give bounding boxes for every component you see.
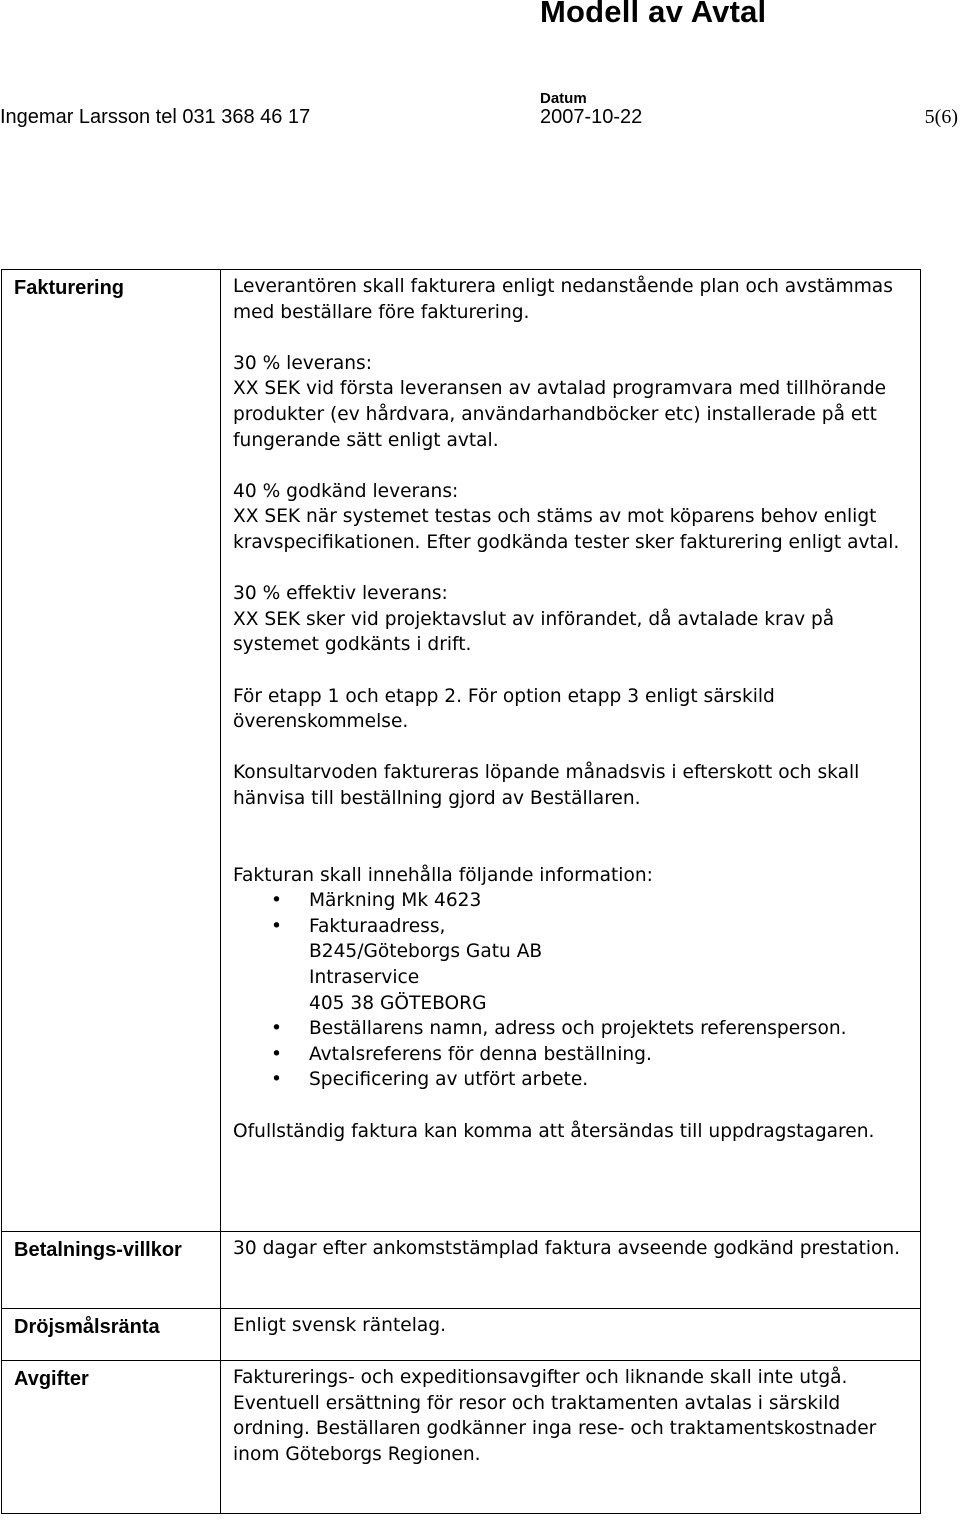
contract-table (1, 269, 921, 1514)
row-label: Betalnings-villkor (2, 1232, 221, 1309)
list-item: • Märkning Mk 4623 (233, 888, 912, 914)
invoice-info-list (233, 888, 912, 1093)
document-title: Modell av Avtal (540, 0, 767, 29)
paragraph-ofullstandig: Ofullständig faktura kan komma att återsändas till uppdragstagaren. (233, 1120, 875, 1142)
list-item: • Avtalsreferens för denna beställning. (233, 1042, 912, 1068)
row-label: Dröjsmålsränta (2, 1309, 221, 1361)
list-item (233, 914, 912, 1016)
paragraph-40-godkand: XX SEK när systemet testas och stäms av mot köparens behov enligt kravspecifikationen. Efter godkända tester sker fakturering enligt avtal. (233, 506, 900, 553)
paragraph-30-effektiv: XX SEK sker vid projektavslut av införandet, då avtalade krav på systemet godkänts i drift. (233, 608, 835, 656)
paragraph-ranta: Enligt svensk räntelag. (233, 1315, 446, 1336)
address-line: 405 38 GÖTEBORG (309, 992, 487, 1014)
author-line: Ingemar Larsson tel 031 368 46 17 (0, 106, 311, 128)
table-row-avgifter (2, 1361, 921, 1514)
heading-30-effektiv: 30 % effektiv leverans: (233, 583, 448, 605)
heading-30-leverans: 30 % leverans: (233, 352, 372, 374)
address-line: B245/Göteborgs Gatu AB (309, 941, 543, 963)
heading-40-godkand: 40 % godkänd leverans: (233, 480, 459, 502)
paragraph-fakturan-info: Fakturan skall innehålla följande information: (233, 864, 653, 886)
row-content (221, 1309, 921, 1361)
table-row-drojsmalsranta (2, 1309, 921, 1361)
row-content (221, 1232, 921, 1309)
list-item: • Beställarens namn, adress och projektets referensperson. (233, 1016, 912, 1042)
paragraph-30-leverans: XX SEK vid första leveransen av avtalad programvara med tillhörande produkter (ev hårdvara, användarhandböcker etc) installerade på ett fungerande sätt enligt avtal. (233, 378, 887, 451)
table-row-betalningsvillkor (2, 1232, 921, 1309)
row-content (221, 1361, 921, 1514)
list-item: • Specificering av utfört arbete. (233, 1067, 912, 1093)
paragraph-etapp: För etapp 1 och etapp 2. För option etapp 3 enligt särskild överenskommelse. (233, 685, 775, 733)
paragraph-avgifter-1: Fakturerings- och expeditionsavgifter och liknande skall inte utgå. (233, 1367, 848, 1388)
paragraph-avgifter-2: Eventuell ersättning för resor och traktamenten avtalas i särskild ordning. Beställaren godkänner inga rese- och traktamentskostnader inom Göteborgs Regionen. (233, 1392, 877, 1465)
address-line: Intraservice (309, 967, 420, 989)
row-content (221, 270, 921, 1232)
datum-label: Datum (540, 90, 587, 107)
paragraph-betalning: 30 dagar efter ankomststämplad faktura avseende godkänd prestation. (233, 1238, 901, 1259)
document-date: 2007-10-22 (540, 106, 643, 128)
paragraph-konsultarvoden: Konsultarvoden faktureras löpande månadsvis i efterskott och skall hänvisa till beställning gjord av Beställaren. (233, 762, 860, 809)
paragraph-intro: Leverantören skall fakturera enligt nedanstående plan och avstämmas med beställare före fakturering. (233, 276, 893, 323)
row-label: Fakturering (2, 270, 221, 1232)
row-label: Avgifter (2, 1361, 221, 1514)
address-line: • Fakturaadress, (309, 915, 446, 937)
table-row-fakturering (2, 270, 921, 1232)
page-number: 5(6) (924, 106, 958, 128)
